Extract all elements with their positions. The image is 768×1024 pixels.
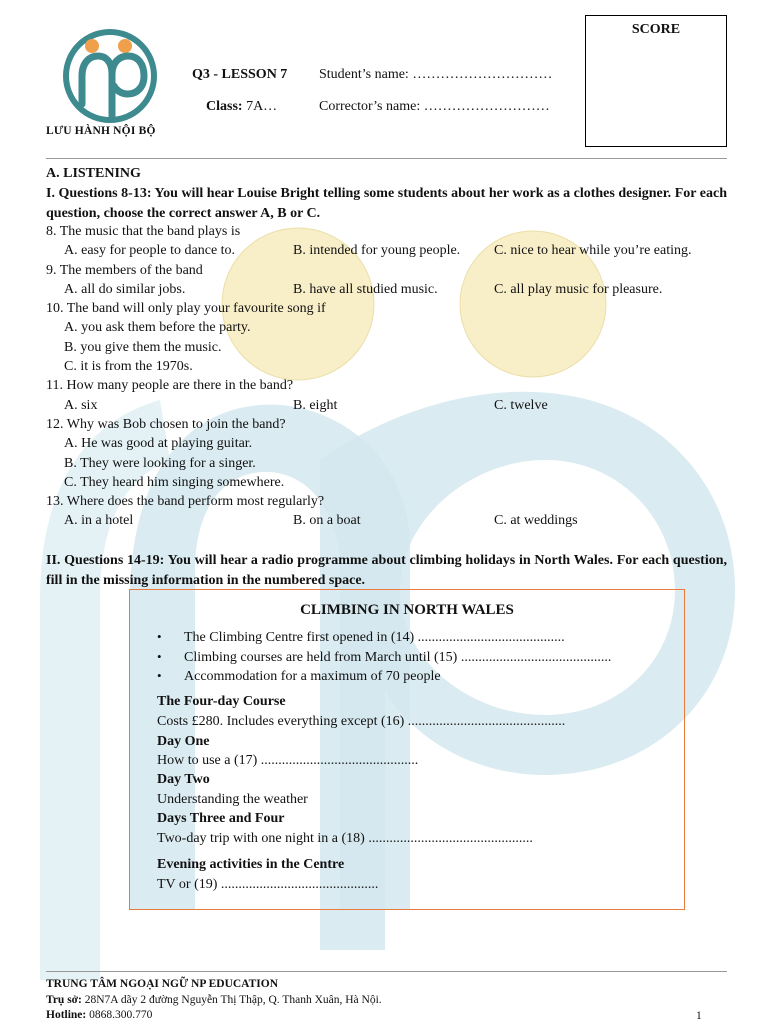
q12-option-a[interactable]: A. He was good at playing guitar. [64,436,253,451]
four-day-heading: The Four-day Course [157,694,286,709]
question-13-stem: 13. Where does the band perform most regularly? [46,494,325,509]
q11-option-c[interactable]: C. twelve [494,398,548,413]
question-12-stem: 12. Why was Bob chosen to join the band? [46,417,286,432]
question-8-stem: 8. The music that the band plays is [46,224,241,239]
footer-hotline [46,1009,152,1021]
bullet-item-14[interactable]: The Climbing Centre first opened in (14) .......................................... [184,630,565,645]
internal-use-label: LƯU HÀNH NỘI BỘ [46,125,156,137]
part2-instructions: II. Questions 14-19: You will hear a radio programme about climbing holidays in North Wales. For each question, fill in the missing information in the numbered space. [46,553,727,588]
part1-instructions: I. Questions 8-13: You will hear Louise Bright telling some students about her work as a clothes designer. For each question, choose the correct answer A, B or C. [46,186,727,221]
q10-option-a[interactable]: A. you ask them before the party. [64,320,251,335]
bullet-3-dot: • [157,668,162,683]
lesson-title: Q3 - LESSON 7 [192,67,288,82]
q10-option-b[interactable]: B. you give them the music. [64,340,222,355]
days-three-four-heading: Days Three and Four [157,811,285,826]
class-label: Class: [206,99,243,114]
q13-option-a[interactable]: A. in a hotel [64,513,134,528]
q9-option-b[interactable]: B. have all studied music. [293,282,438,297]
bullet-item-accommodation: Accommodation for a maximum of 70 people [184,669,441,684]
evening-heading: Evening activities in the Centre [157,857,345,872]
item-16[interactable]: Costs £280. Includes everything except (16) ............................................. [157,714,566,729]
day-two-heading: Day Two [157,772,210,787]
q13-option-b[interactable]: B. on a boat [293,513,361,528]
footer-address [46,994,382,1006]
q9-option-c[interactable]: C. all play music for pleasure. [494,282,663,297]
q10-option-c[interactable]: C. it is from the 1970s. [64,359,193,374]
center-name: TRUNG TÂM NGOẠI NGỮ NP EDUCATION [46,978,279,990]
item-18[interactable]: Two-day trip with one night in a (18) ............................................... [157,831,533,846]
q12-option-b[interactable]: B. They were looking for a singer. [64,456,256,471]
hotline-number[interactable]: 0868.300.770 [89,1009,153,1021]
q12-option-c[interactable]: C. They heard him singing somewhere. [64,475,285,490]
q8-option-a[interactable]: A. easy for people to dance to. [64,243,236,258]
item-19[interactable]: TV or (19) ............................................. [157,877,379,892]
score-label: SCORE [631,22,681,37]
class-value: 7A… [246,99,278,114]
page-number: 1 [696,1010,702,1022]
q13-option-c[interactable]: C. at weddings [494,513,578,528]
header-divider [46,158,727,159]
question-10-stem: 10. The band will only play your favourite song if [46,301,326,316]
day-one-heading: Day One [157,734,210,749]
class-line [206,99,277,115]
q8-option-c[interactable]: C. nice to hear while you’re eating. [494,243,692,258]
q11-option-a[interactable]: A. six [64,398,98,413]
hotline-label: Hotline: [46,1009,87,1021]
question-9-stem: 9. The members of the band [46,263,203,278]
footer-divider [46,971,727,972]
bullet-2-dot: • [157,649,162,664]
score-box[interactable] [585,15,727,147]
student-name-field[interactable]: Student’s name: ………………………… [319,67,553,82]
item-17[interactable]: How to use a (17) ............................................. [157,753,419,768]
np-logo-icon [58,28,162,124]
address-text: 28N7A dãy 2 đường Nguyễn Thị Thập, Q. Thanh Xuân, Hà Nội. [84,994,382,1006]
climbing-title: CLIMBING IN NORTH WALES [300,602,514,618]
section-heading: A. LISTENING [46,166,141,181]
q8-option-b[interactable]: B. intended for young people. [293,243,461,258]
question-11-stem: 11. How many people are there in the band? [46,378,294,393]
q9-option-a[interactable]: A. all do similar jobs. [64,282,186,297]
footer-center-name [46,978,278,990]
q11-option-b[interactable]: B. eight [293,398,338,413]
corrector-name-field[interactable]: Corrector’s name: ……………………… [319,99,550,114]
day-two-text: Understanding the weather [157,792,308,807]
bullet-item-15[interactable]: Climbing courses are held from March until (15) ........................................... [184,650,612,665]
bullet-1-dot: • [157,629,162,644]
address-label: Trụ sở: [46,994,82,1006]
